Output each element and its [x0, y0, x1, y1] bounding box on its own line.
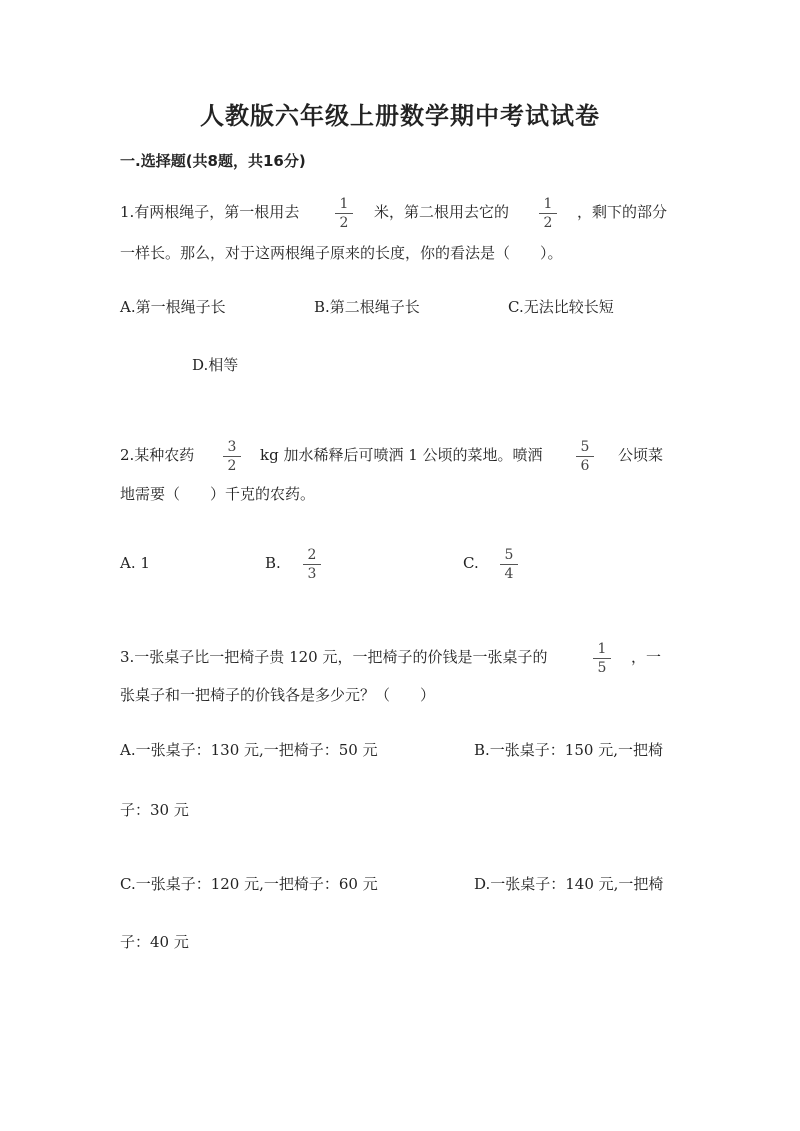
q1-fraction-1-numerator: 1 — [339, 196, 349, 212]
q3-fraction-1 — [591, 641, 613, 676]
q2-text-line2: 地需要（ ）千克的农药。 — [120, 485, 316, 503]
q1-fraction-1-denominator: 2 — [339, 215, 349, 231]
q3-fraction-1-numerator: 1 — [597, 641, 607, 657]
q3-option-c[interactable]: C.一张桌子：120 元,一把椅子：60 元 — [120, 875, 378, 893]
q2-fraction-2 — [574, 439, 596, 474]
q2-fraction-2-numerator: 5 — [580, 439, 590, 455]
q2-option-c-denominator: 4 — [504, 566, 514, 582]
fraction-bar — [576, 456, 594, 457]
q3-option-d-line1[interactable]: D.一张桌子：140 元,一把椅 — [474, 875, 664, 893]
q2-fraction-2-denominator: 6 — [580, 458, 590, 474]
q1-text-part3: ，剩下的部分 — [577, 203, 668, 221]
q3-option-b-line2[interactable]: 子：30 元 — [120, 801, 189, 819]
fraction-bar — [500, 564, 518, 565]
q2-text-part1: 2.某种农药 — [120, 446, 195, 464]
q2-option-c-fraction — [498, 547, 520, 582]
q1-option-c[interactable]: C.无法比较长短 — [508, 298, 614, 316]
q3-option-a[interactable]: A.一张桌子：130 元,一把椅子：50 元 — [120, 741, 378, 759]
page-title: 人教版六年级上册数学期中考试试卷 — [200, 102, 600, 130]
q1-option-b[interactable]: B.第二根绳子长 — [314, 298, 420, 316]
q1-text-part1: 1.有两根绳子，第一根用去 — [120, 203, 300, 221]
q1-fraction-2-denominator: 2 — [543, 215, 553, 231]
q2-option-c-numerator: 5 — [504, 547, 514, 563]
q2-option-a[interactable]: A. 1 — [120, 554, 150, 572]
q2-option-b-label: B. — [265, 554, 281, 572]
q2-option-b-numerator: 2 — [307, 547, 317, 563]
q2-fraction-1 — [221, 439, 243, 474]
section-heading: 一.选择题(共8题，共16分) — [120, 152, 306, 170]
q2-fraction-1-numerator: 3 — [227, 439, 237, 455]
q3-option-b-line1[interactable]: B.一张桌子：150 元,一把椅 — [474, 741, 663, 759]
q1-text-line2: 一样长。那么，对于这两根绳子原来的长度，你的看法是（ ）。 — [120, 244, 563, 262]
q1-fraction-1 — [333, 196, 355, 231]
q3-fraction-1-denominator: 5 — [597, 660, 607, 676]
q2-option-b-denominator: 3 — [307, 566, 317, 582]
q1-fraction-2 — [537, 196, 559, 231]
q2-text-part2: kg 加水稀释后可喷洒 1 公顷的菜地。喷洒 — [260, 446, 543, 464]
q2-option-b-fraction — [301, 547, 323, 582]
q1-fraction-2-numerator: 1 — [543, 196, 553, 212]
fraction-bar — [539, 213, 557, 214]
q3-text-line2: 张桌子和一把椅子的价钱各是多少元？（ ） — [120, 686, 436, 704]
fraction-bar — [223, 456, 241, 457]
q1-text-part2: 米，第二根用去它的 — [374, 203, 510, 221]
q2-fraction-1-denominator: 2 — [227, 458, 237, 474]
q3-option-d-line2[interactable]: 子：40 元 — [120, 933, 189, 951]
q3-text-part1: 3.一张桌子比一把椅子贵 120 元，一把椅子的价钱是一张桌子的 — [120, 648, 548, 666]
q2-option-c-label: C. — [463, 554, 479, 572]
q1-option-a[interactable]: A.第一根绳子长 — [120, 298, 226, 316]
fraction-bar — [303, 564, 321, 565]
q3-text-part2: ，一 — [631, 648, 662, 666]
fraction-bar — [593, 658, 611, 659]
fraction-bar — [335, 213, 353, 214]
q1-option-d[interactable]: D.相等 — [192, 356, 239, 374]
q2-text-part3: 公顷菜 — [618, 446, 664, 464]
